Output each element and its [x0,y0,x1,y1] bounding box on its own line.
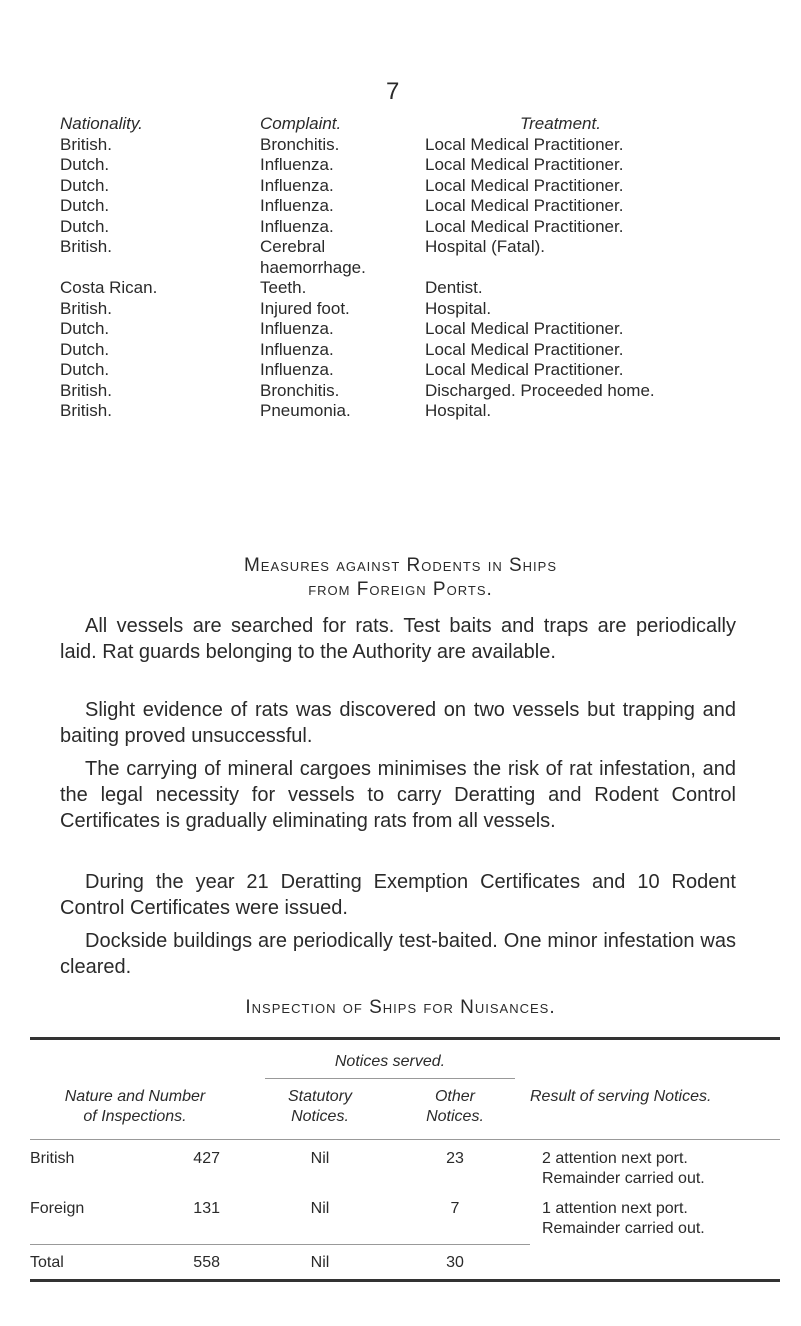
crew-table-row [60,340,780,361]
col-statutory-line-1: Statutory [287,1088,353,1105]
cell-complaint: Influenza. [260,339,334,359]
crew-table-row [60,401,780,422]
rodents-heading-line-2: from Foreign Ports. [308,579,493,600]
crew-table-row [60,360,780,381]
cell-treatment: Dentist. [425,278,483,297]
row-foreign-result-2: Remainder carried out. [542,1220,705,1237]
cell-nationality: Dutch. [60,319,110,338]
cell-complaint: haemorrhage. [260,257,366,277]
cell-nationality: British. [60,401,112,420]
header-divider [30,1139,780,1140]
cell-treatment: Local Medical Practitioner. [425,360,624,379]
header-nationality: Nationality. [60,114,143,133]
cell-complaint: Influenza. [260,216,334,236]
notices-served-rule [265,1078,515,1079]
col-other-line-2: Notices. [426,1108,484,1125]
row-total-other: 30 [446,1254,464,1271]
col-result: Result of serving Notices. [530,1088,712,1105]
cell-complaint: Influenza. [260,319,334,338]
cell-complaint: Pneumonia. [260,401,351,420]
crew-table-row [60,135,780,156]
cell-nationality: Dutch. [60,360,110,379]
cell-nationality: Dutch. [60,175,110,195]
cell-treatment: Local Medical Practitioner. [425,319,624,338]
header-treatment: Treatment. [520,114,601,133]
rodents-paragraph-5: Dockside buildings are periodically test-baited. One minor infestation was cleared. [60,930,736,978]
cell-treatment: Local Medical Practitioner. [425,339,624,359]
cell-complaint: Influenza. [260,196,334,215]
row-foreign-statutory: Nil [310,1200,330,1217]
cell-complaint: Influenza. [260,175,334,195]
col-nature-line-1: Nature and Number [64,1088,206,1105]
crew-table-header [60,114,780,135]
cell-nationality: Dutch. [60,339,110,359]
row-foreign-name: Foreign [30,1200,85,1217]
crew-table-row [60,278,780,299]
cell-complaint: Injured foot. [260,298,350,318]
col-statutory-line-2: Notices. [291,1108,349,1125]
cell-nationality: British. [60,134,112,154]
crew-table-row [60,176,780,197]
cell-complaint: Bronchitis. [260,134,340,154]
cell-complaint: Bronchitis. [260,380,340,400]
row-total-number: 558 [193,1254,220,1271]
cell-complaint: Influenza. [260,360,334,379]
cell-treatment [425,258,780,279]
cell-treatment: Local Medical Practitioner. [425,196,624,215]
cell-complaint: Cerebral [260,237,326,256]
page-number: 7 [386,78,400,105]
cell-nationality: British. [60,380,112,400]
cell-complaint: Influenza. [260,155,334,174]
crew-table-row [60,155,780,176]
cell-nationality: British. [60,298,112,318]
rodents-heading-line-1: Measures against Rodents in Ships [243,555,558,576]
header-complaint: Complaint. [260,114,342,133]
crew-table-row [60,299,780,320]
col-nature-line-2: of Inspections. [83,1108,187,1125]
cell-nationality: Dutch. [60,216,110,236]
row-total-name: Total [30,1254,64,1271]
cell-treatment: Local Medical Practitioner. [425,155,624,174]
table-top-rule [30,1037,780,1040]
row-foreign-number: 131 [193,1200,220,1217]
cell-treatment: Local Medical Practitioner. [425,216,624,236]
row-british-statutory: Nil [310,1150,330,1167]
rodents-paragraph-3: The carrying of mineral cargoes minimises the risk of rat infestation, and the legal necessity for vessels to carry Deratting and Rodent Control Certificates is gradually eliminating rats from all vessels. [60,758,736,832]
cell-nationality: Dutch. [60,196,110,215]
crew-table-row [60,196,780,217]
cell-complaint: Teeth. [260,278,307,297]
crew-table-row [60,319,780,340]
cell-nationality: British. [60,237,112,256]
row-foreign-other: 7 [450,1200,460,1217]
crew-table-row [60,217,780,238]
rodents-paragraph-4: During the year 21 Deratting Exemption Certificates and 10 Rodent Control Certificates were issued. [60,871,736,919]
cell-treatment: Local Medical Practitioner. [425,175,624,195]
row-total-statutory: Nil [310,1254,330,1271]
table-bottom-rule [30,1279,780,1282]
cell-treatment: Discharged. Proceeded home. [425,380,655,400]
total-divider [30,1244,530,1245]
row-british-result-1: 2 attention next port. [542,1150,688,1167]
rodents-paragraph-1: All vessels are searched for rats. Test baits and traps are periodically laid. Rat guards belonging to the Authority are available. [60,615,736,663]
crew-table-row [60,237,780,258]
cell-nationality: Dutch. [60,155,110,174]
crew-table-row [60,258,780,279]
row-british-other: 23 [446,1150,464,1167]
rodents-paragraph-2: Slight evidence of rats was discovered on two vessels but trapping and baiting proved unsuccessful. [60,699,736,747]
nuisances-heading: Inspection of Ships for Nuisances. [245,997,556,1018]
row-british-result-2: Remainder carried out. [542,1170,705,1187]
col-other-line-1: Other [434,1088,475,1105]
row-foreign-result-1: 1 attention next port. [542,1200,688,1217]
cell-nationality: Costa Rican. [60,278,158,297]
crew-table-row [60,381,780,402]
crew-illness-table [60,114,780,422]
cell-treatment: Hospital. [425,298,492,318]
cell-nationality [60,258,260,279]
cell-treatment: Local Medical Practitioner. [425,134,624,154]
row-british-name: British [30,1150,75,1167]
cell-treatment: Hospital (Fatal). [425,237,545,256]
row-british-number: 427 [193,1150,220,1167]
notices-served-label: Notices served. [334,1053,446,1070]
cell-treatment: Hospital. [425,401,492,420]
